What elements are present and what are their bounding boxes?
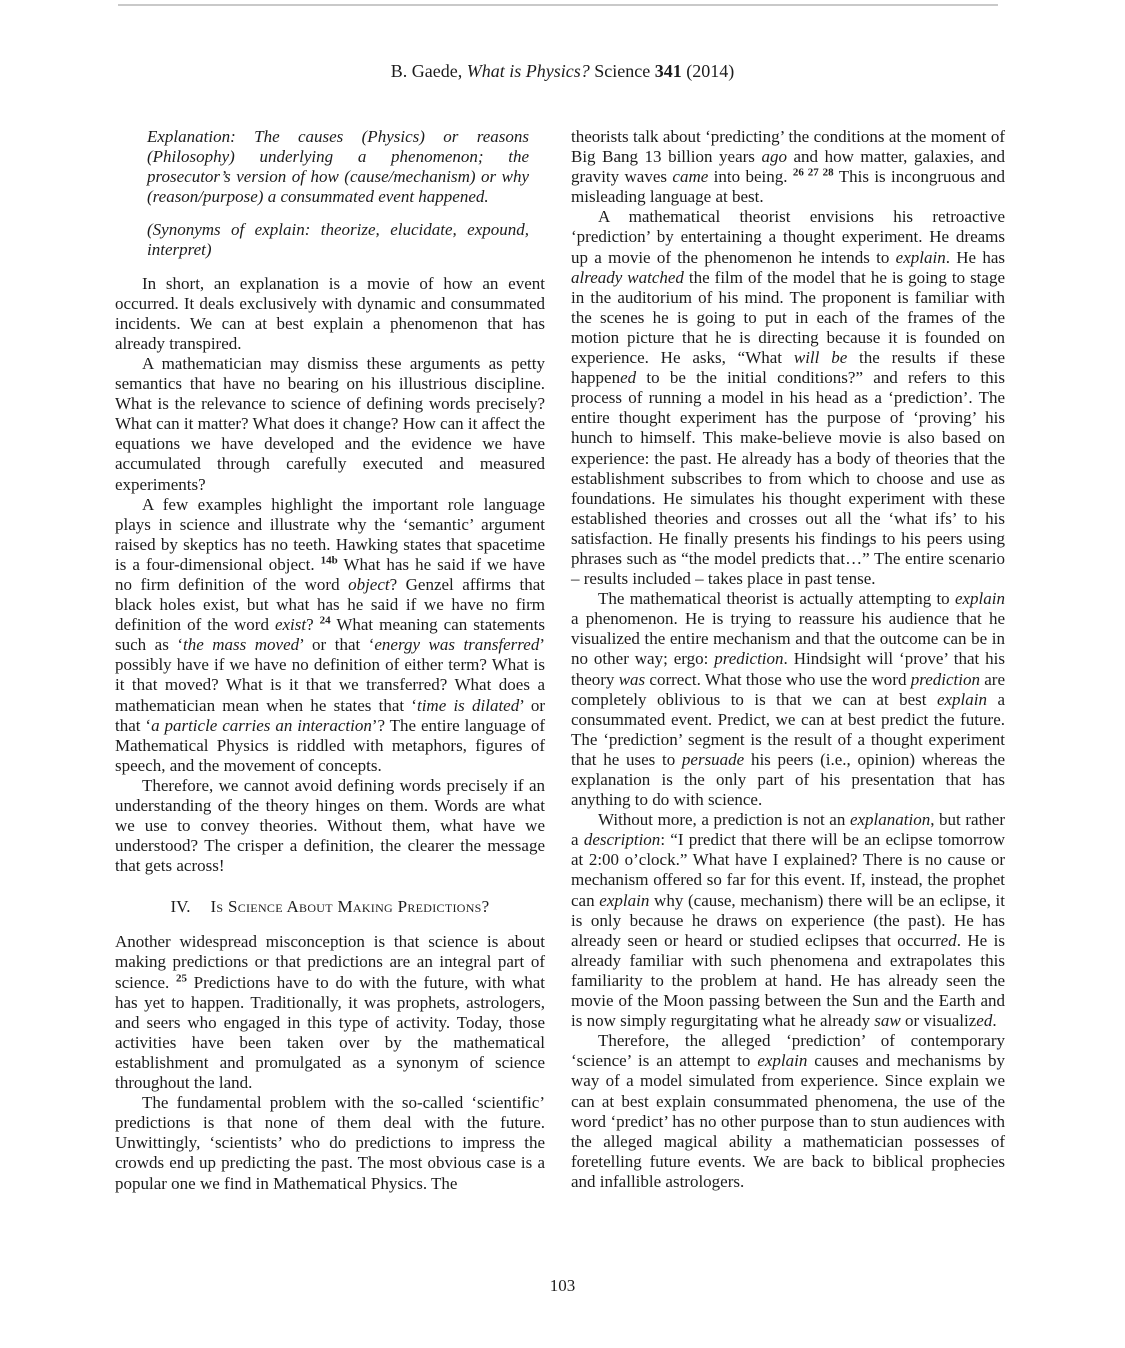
section-heading	[115, 897, 545, 917]
section-title: Is Science About Making Predictions?	[210, 897, 490, 917]
body-paragraph: The mathematical theorist is actually attempting to explain a phenomenon. He is trying to reassure his audience that he visualized the entire mechanism and that the outcome can be in no other way; ergo: prediction. Hindsight will ‘prove’ that his theory was correct. What those who use the word prediction are completely oblivious to is that we can at best explain a consummated event. Predict, we can at best predict the future. The ‘prediction’ segment is the result of a thought experiment that he uses to persuade his peers (i.e., opinion) whereas the explanation is the only part of his presentation that has anything to do with science.	[571, 589, 1006, 810]
running-header: B. Gaede, What is Physics? Science 341 (2014)	[390, 61, 735, 81]
left-column	[115, 127, 545, 1194]
body-paragraph: A few examples highlight the important role language plays in science and illustrate why the ‘semantic’ argument raised by skeptics has no teeth. Hawking states that spacetime is a four-dimensional object. $^{14b}$ What has he said if we have no firm definition of the word object? Genzel affirms that black holes exist, but what has he said if we have no firm definition of the word exist? $^{24}$ What meaning can statements such as ‘the mass moved’ or that ‘energy was transferred’ possibly have if we have no definition of either term? What is it that moved? What is it that we transferred? What does a mathematician mean when he states that ‘time is dilated’ or that ‘a particle carries an interaction’? The entire language of Mathematical Physics is riddled with metaphors, figures of speech, and the movement of concepts.	[115, 494, 546, 775]
right-column	[571, 127, 1005, 1194]
body-paragraph: Therefore, the alleged ‘prediction’ of contemporary ‘science’ is an attempt to explain causes and mechanisms by way of a model simulated from experience. Since explain we can at best explain consummated phenomena, the use of the word ‘predict’ has no other purpose than to stun audiences with the alleged magical ability a mathematician possesses of foretelling future events. We are back to biblical prophecies and infallible astrologers.	[571, 1031, 1006, 1191]
body-paragraph: In short, an explanation is a movie of how an event occurred. It deals exclusively with dynamic and consummated incidents. We can at best explain a phenomenon that has already transpired.	[115, 273, 545, 353]
body-paragraph: A mathematician may dismiss these arguments as petty semantics that have no bearing on his illustrious discipline. What is the relevance to science of defining words precisely? What can it matter? What does it change? How can it affect the equations we have developed and the evidence we have accumulated through carefully executed and measured experiments?	[115, 353, 545, 494]
body-paragraph: Another widespread misconception is that science is about making predictions or that predictions are an integral part of science. $^{25}$ Predictions have to do with the future, with what has yet to happen. Traditionally, it was prophets, astrologers, and seers who engaged in this type of activity. Today, those activities have been taken over by the mathematical establishment and promulgated as a synonym of science throughout the land.	[115, 932, 545, 1093]
section-numeral: IV.	[170, 897, 191, 917]
body-paragraph: A mathematical theorist envisions his retroactive ‘prediction’ by entertaining a thought experiment. He dreams up a movie of the phenomenon he intends to explain. He has already watched the film of the model that he is going to stage in the auditorium of his mind. The proponent is familiar with the scenes he is going to put in each of the frames of the motion picture that he is directing because it is founded on experience. He asks, “What will be the results if these happened to be the initial conditions?” and refers to this process of running a model in his head as a ‘prediction’. The entire thought experiment has the purpose of ‘proving’ his hunch to himself. This make-believe movie is also based on experience: the past. He already has a body of theories that the establishment subscribes to from which to choose and use as foundations. He simulates his thought experiment with these established theories and crosses out all the ‘what ifs’ to his satisfaction. He finally presents his findings to his peers using phrases such as “the model predicts that…” The entire scenario – results included – takes place in past tense.	[571, 207, 1005, 589]
two-column-body	[115, 127, 1005, 1194]
synonyms-block: (Synonyms of explain: theorize, elucidate, expound, interpret)	[147, 220, 529, 260]
header-rule	[118, 4, 998, 6]
page-number: 103	[549, 1276, 576, 1295]
body-paragraph: theorists talk about ‘predicting’ the conditions at the moment of Big Bang 13 billion years ago and how matter, galaxies, and gravity waves came into being. $^{26 27 28}$ This is incongruous and misleading language at best.	[571, 127, 1006, 207]
body-paragraph: Therefore, we cannot avoid defining words precisely if an understanding of the theory hinges on them. Words are what we use to convey theories. Without them, what have we understood? The crisper a definition, the clearer the message that gets across!	[115, 775, 545, 876]
body-paragraph: Without more, a prediction is not an explanation, but rather a description: “I predict that there will be an eclipse tomorrow at 2:00 o’clock.” What have I explained? There is no cause or mechanism offered so far for this event. If, instead, the prophet can explain why (cause, mechanism) there will be an eclipse, it is only because he draws on experience (the past). He has already seen or heard or studied eclipses that occurred. He is already familiar with such phenomena and extrapolates this familiarity to the problem at hand. He has already seen the movie of the Moon passing between the Sun and the Earth and is now simply regurgitating what he already saw or visualized.	[571, 810, 1006, 1031]
definition-block: Explanation: The causes (Physics) or reasons (Philosophy) underlying a phenomenon; the prosecutor’s version of how (cause/mechanism) or why (reason/purpose) a consummated event happened.	[147, 127, 529, 207]
body-paragraph: The fundamental problem with the so-called ‘scientific’ predictions is that none of them deal with the future. Unwittingly, ‘scientists’ who do predictions to impress the crowds end up predicting the past. The most obvious case is a popular one we find in Mathematical Physics. The	[115, 1093, 545, 1193]
